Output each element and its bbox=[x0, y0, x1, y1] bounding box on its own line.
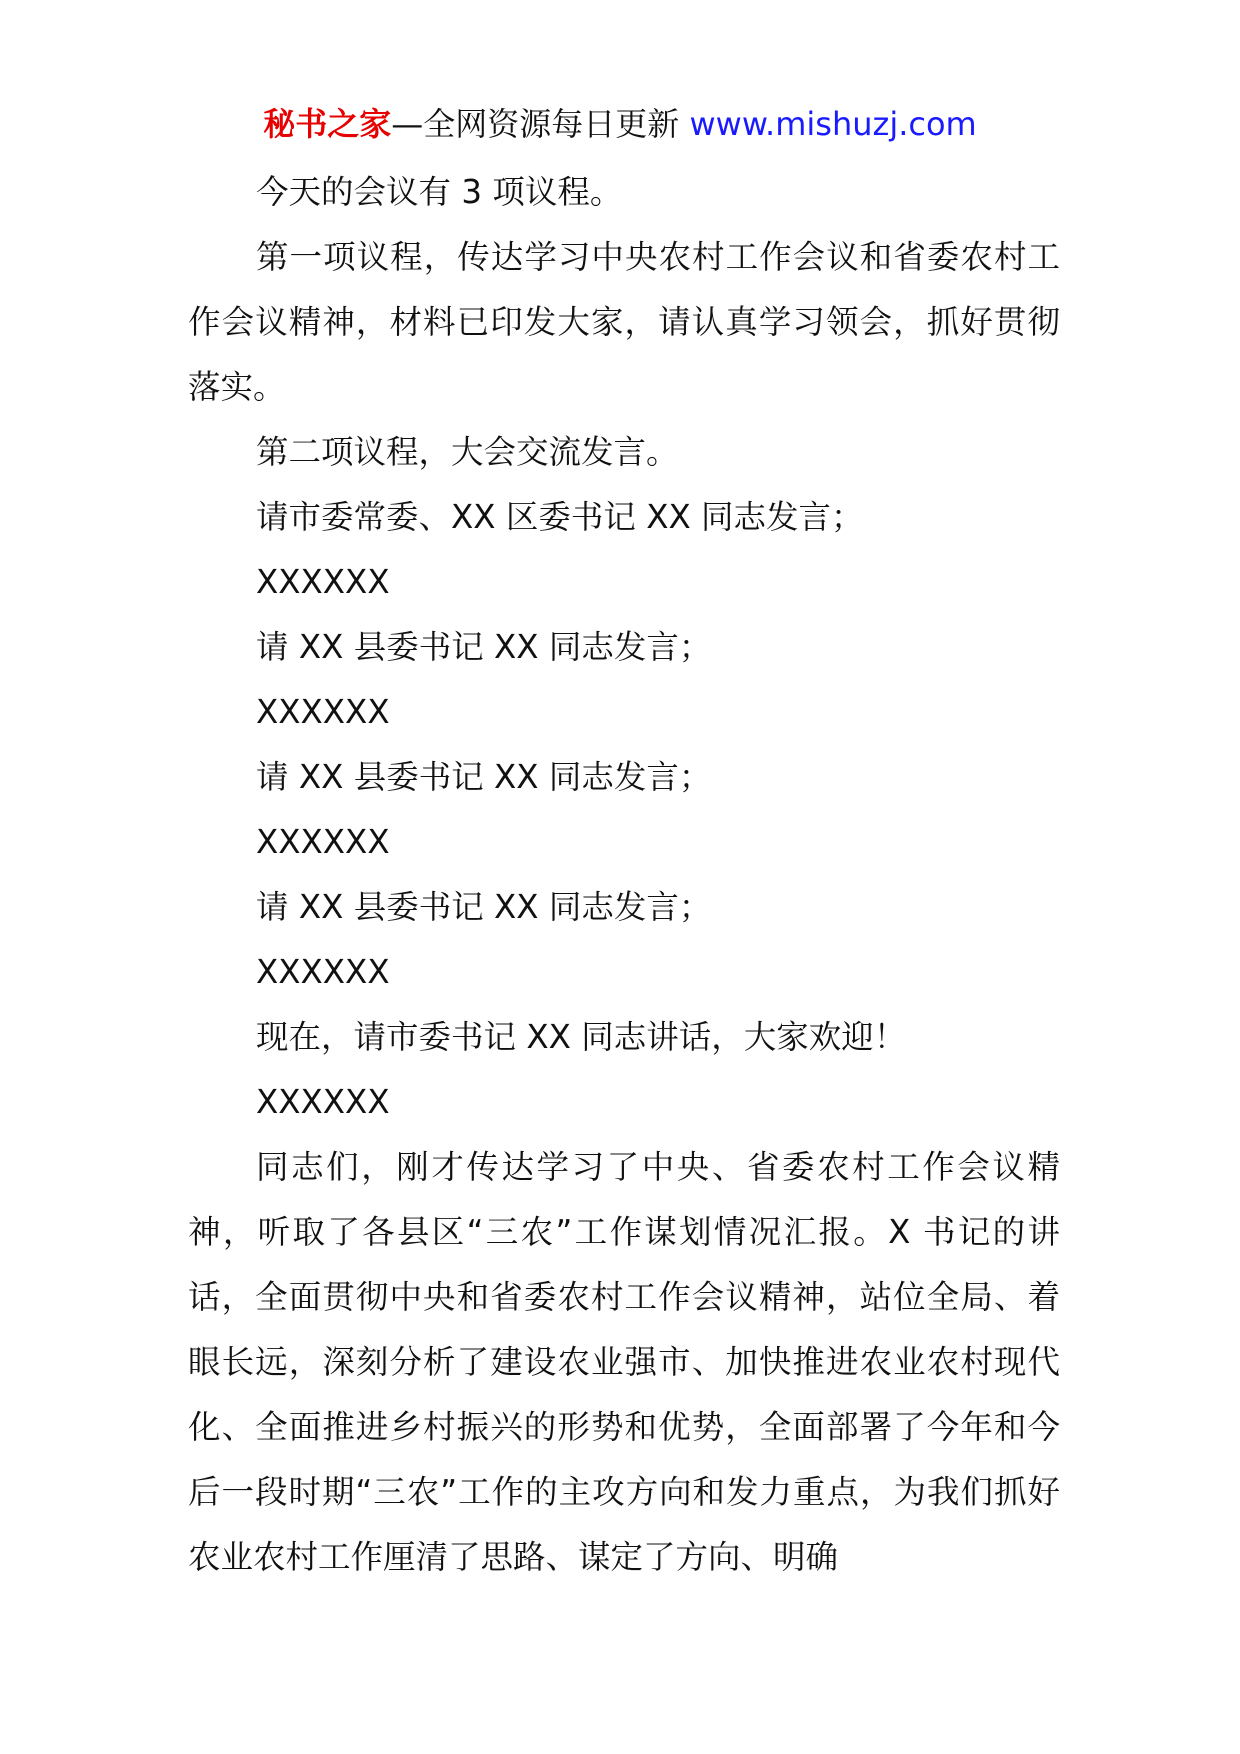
paragraph-secretary-speech: 现在，请市委书记 XX 同志讲话，大家欢迎！ bbox=[256, 1018, 907, 1056]
paragraph-agenda-item-1: 第一项议程，传达学习中央农村工作会议和省委农村工作会议精神，材料已印发大家，请认真学习领会，抓好贯彻落实。 bbox=[188, 238, 1060, 406]
document-header bbox=[0, 100, 1240, 148]
paragraph-placeholder-5: XXXXXX bbox=[256, 1083, 390, 1121]
paragraph-placeholder-1: XXXXXX bbox=[256, 563, 390, 601]
paragraph-placeholder-2: XXXXXX bbox=[256, 693, 390, 731]
paragraph-speaker-3: 请 XX 县委书记 XX 同志发言； bbox=[256, 758, 712, 796]
paragraph-placeholder-3: XXXXXX bbox=[256, 823, 390, 861]
site-url-link[interactable]: www.mishuzj.com bbox=[689, 105, 977, 143]
paragraph-agenda-intro: 今天的会议有 3 项议程。 bbox=[256, 173, 623, 211]
paragraph-speaker-1: 请市委常委、XX 区委书记 XX 同志发言； bbox=[256, 498, 864, 536]
document-body bbox=[188, 160, 1060, 1590]
paragraph-speaker-4: 请 XX 县委书记 XX 同志发言； bbox=[256, 888, 712, 926]
brand-name: 秘书之家 bbox=[263, 105, 392, 143]
paragraph-closing-summary: 同志们，刚才传达学习了中央、省委农村工作会议精神，听取了各县区“三农”工作谋划情况汇报。X 书记的讲话，全面贯彻中央和省委农村工作会议精神，站位全局、着眼长远，深刻分析了建设农业强市、加快推进农业农村现代化、全面推进乡村振兴的形势和优势，全面部署了今年和今后一段时期“三农”工作的主攻方向和发力重点，为我们抓好农业农村工作厘清了思路、谋定了方向、明确 bbox=[188, 1148, 1060, 1576]
paragraph-placeholder-4: XXXXXX bbox=[256, 953, 390, 991]
paragraph-speaker-2: 请 XX 县委书记 XX 同志发言； bbox=[256, 628, 712, 666]
header-tagline: —全网资源每日更新 bbox=[391, 105, 690, 143]
paragraph-agenda-item-2: 第二项议程，大会交流发言。 bbox=[256, 433, 679, 471]
